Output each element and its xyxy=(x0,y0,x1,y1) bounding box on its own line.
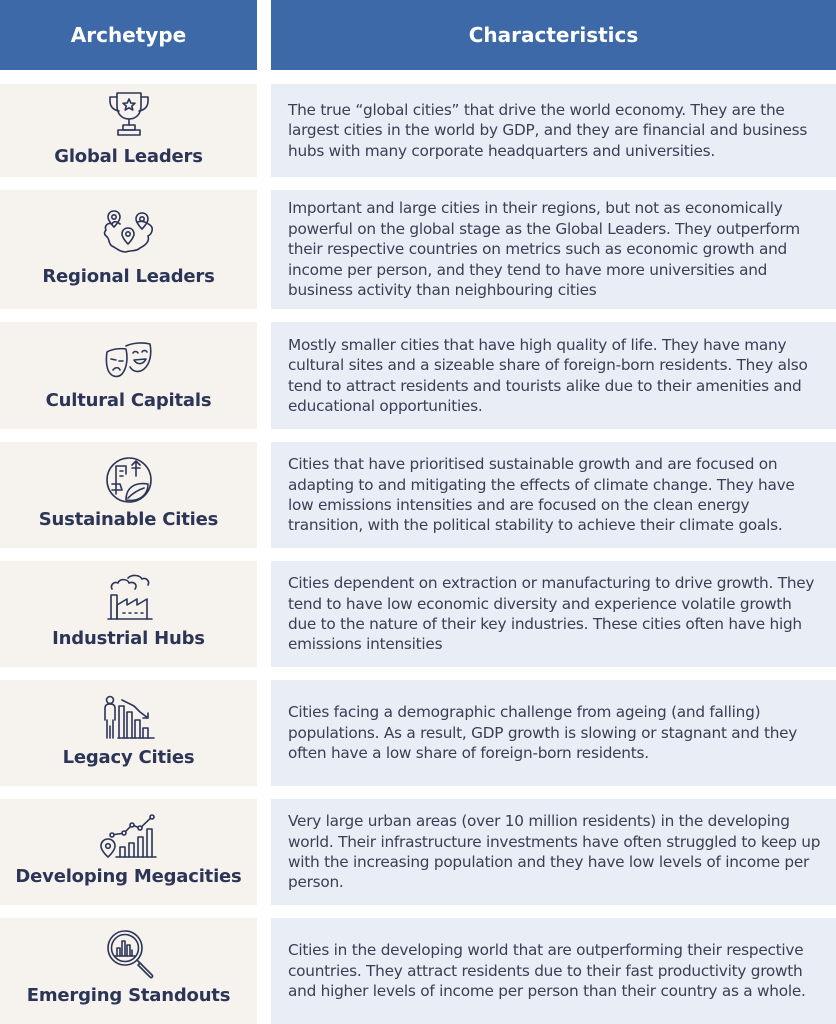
archetype-description: Cities dependent on extraction or manufacturing to drive growth. They tend to have low economic diversity and experience volatile growth due to the nature of their key industries. These cities often have high emissions intensities xyxy=(288,574,815,654)
declining-population-icon xyxy=(98,690,160,742)
archetype-description: Mostly smaller cities that have high quality of life. They have many cultural sites and a sizeable share of foreign-born residents. They also tend to attract residents and tourists alike due to their amenities and educational opportunities. xyxy=(288,335,808,415)
characteristics-cell xyxy=(271,799,836,905)
characteristics-cell xyxy=(271,918,836,1024)
growth-chart-pin-icon xyxy=(98,809,160,861)
table-row xyxy=(0,442,836,548)
characteristics-cell xyxy=(271,190,836,309)
trophy-icon xyxy=(98,88,160,140)
archetype-description: Cities that have prioritised sustainable growth and are focused on adapting to and mitigating the effects of climate change. They have low emissions intensities and are focused on the clean energy transition, with the political stability to achieve their climate goals. xyxy=(288,455,795,535)
archetype-cell xyxy=(0,799,257,905)
characteristics-cell xyxy=(271,84,836,177)
archetype-description: Very large urban areas (over 10 million residents) in the developing world. Their infrastructure investments have often struggled to keep up with the increasing population and they have low levels of income per person. xyxy=(288,812,821,892)
archetype-name: Global Leaders xyxy=(54,146,203,167)
table-row xyxy=(0,561,836,667)
archetype-cell xyxy=(0,442,257,548)
archetype-cell xyxy=(0,190,257,309)
archetype-cell xyxy=(0,561,257,667)
archetype-cell xyxy=(0,680,257,786)
archetype-cell xyxy=(0,322,257,429)
region-map-pins-icon xyxy=(98,208,160,260)
archetype-description: Cities facing a demographic challenge from ageing (and falling) populations. As a result, GDP growth is slowing or stagnant and they often have a low share of foreign-born residents. xyxy=(288,703,798,763)
archetype-name: Legacy Cities xyxy=(62,747,195,768)
archetype-description: Important and large cities in their regions, but not as economically powerful on the global stage as the Global Leaders. They outperform their respective countries on metrics such as economic growth and income per person, and they tend to have more universities and business activity than neighbouring cities xyxy=(288,199,800,300)
archetype-name: Emerging Standouts xyxy=(26,985,231,1006)
archetype-name: Sustainable Cities xyxy=(38,509,219,530)
table-row xyxy=(0,680,836,786)
factory-icon xyxy=(98,571,160,623)
header-archetype: Archetype xyxy=(0,0,257,70)
table-row xyxy=(0,322,836,429)
table-row xyxy=(0,799,836,905)
archetype-name: Industrial Hubs xyxy=(52,628,205,649)
header-characteristics: Characteristics xyxy=(271,0,836,70)
theatre-masks-icon xyxy=(98,336,160,388)
characteristics-cell xyxy=(271,680,836,786)
characteristics-cell xyxy=(271,322,836,429)
table-row xyxy=(0,190,836,309)
archetype-description: Cities in the developing world that are outperforming their respective countries. They attract residents due to their fast productivity growth and higher levels of income per person than their country as a whole. xyxy=(288,941,806,1001)
archetype-cell xyxy=(0,84,257,177)
archetype-cell xyxy=(0,918,257,1024)
archetype-name: Developing Megacities xyxy=(15,866,242,887)
archetype-name: Regional Leaders xyxy=(42,266,215,287)
archetype-name: Cultural Capitals xyxy=(45,390,212,411)
table-row xyxy=(0,918,836,1024)
magnifier-chart-icon xyxy=(98,928,160,980)
characteristics-cell xyxy=(271,442,836,548)
characteristics-cell xyxy=(271,561,836,667)
archetype-description: The true “global cities” that drive the world economy. They are the largest cities in the world by GDP, and they are financial and business hubs with many corporate headquarters and universities. xyxy=(288,100,808,160)
table-row xyxy=(0,84,836,177)
green-city-icon xyxy=(98,454,160,506)
